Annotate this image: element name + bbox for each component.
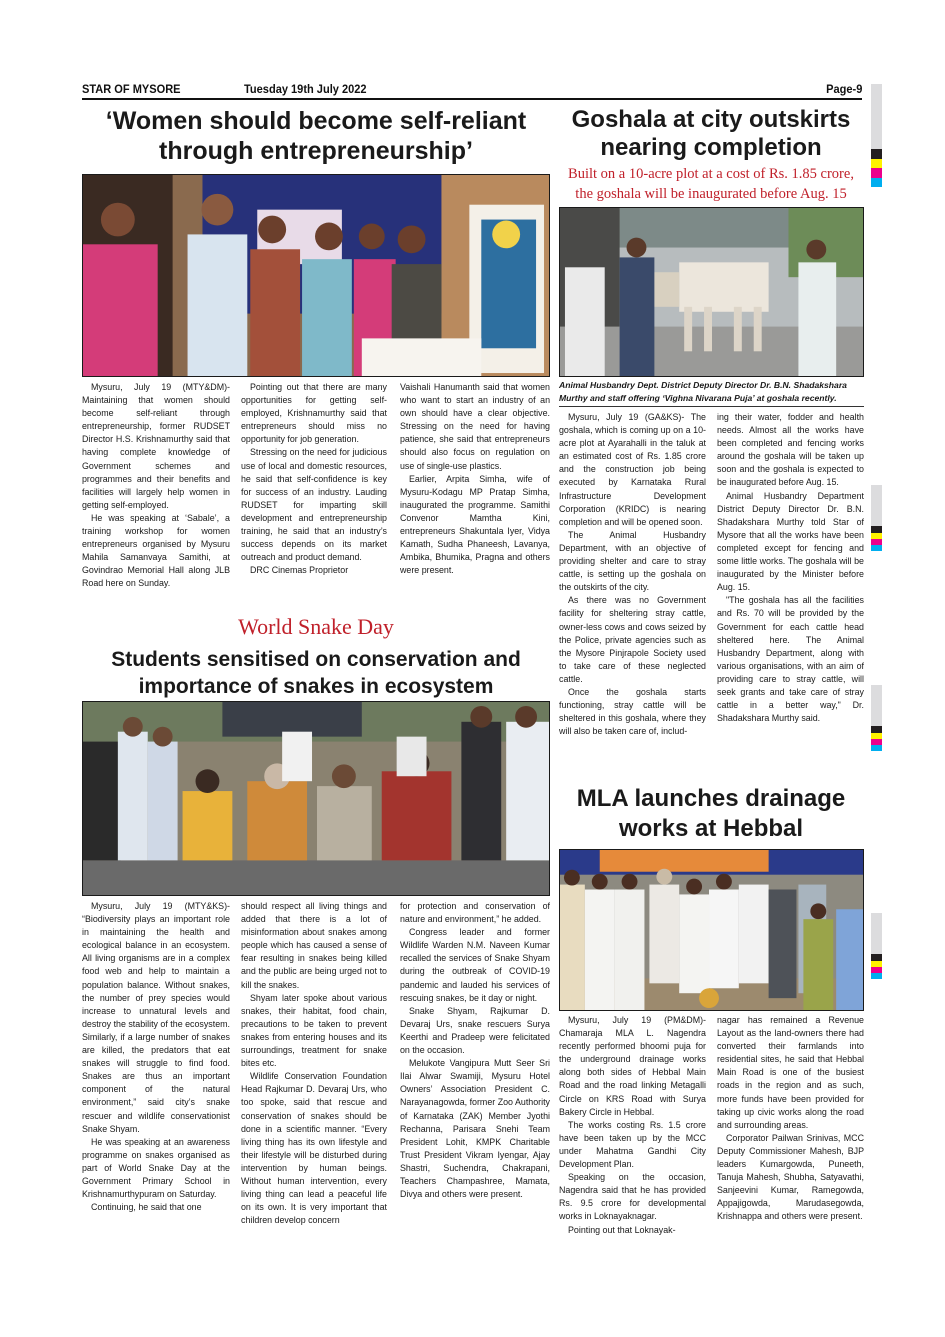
photo-goshala-puja: [559, 207, 864, 377]
article-mla-column-2: nagar has remained a Revenue Layout as the land-owners there had converted their farmlands into residential sites, he said that Hebbal Main Road is one of the busiest roads in the region and as such, more funds have been provided for taking up civic works along the road and surrounding areas. Corporator Pailwan Srinivas, MCC Deputy Commissioner Mahesh, BJP leaders Kumargowda, Puneeth, Tanuja Mahesh, Shubha, Satyavathi, Sanjeevini Kumar, Ramegowda, Appajigowda, Marudasegowda, Krishnappa and others were present.: [717, 1015, 864, 1222]
registration-color-bar: [871, 685, 882, 751]
article-snake-column-2: should respect all living things and added that there is a lot of misinformation about snakes among people which has caused a sense of fear resulting in snakes being killed and the public are being urged not to kill the snakes. Shyam later spoke about various snakes, their habitat, food chain, precautions to be taken to prevent snakes from entering houses and its surroundings, treatment for snake bites etc. Wildlife Conservation Foundation Head Rajkumar D. Devaraj Urs, who too spoke, said that rescue and conservation of snakes should be done in a scientific manner. “Every living thing has its own lifestyle and their lifestyle will be disturbed during intervention by human beings. Without human intervention, every living thing can lead a peaceful life on its own. It is very important that children develop concern: [241, 901, 387, 1226]
registration-color-bar: [871, 485, 882, 551]
masthead-rule: [82, 98, 862, 100]
article-women-column-2: Pointing out that there are many opportunities for getting self-employed, Krishnamurthy said that entrepreneurs should miss no opportunity for job generation. Stressing on the need for judicious use of local and domestic resources, he said that self-confidence is key for success of an industry. Lauding RUDSET for imparting skill development and entrepreneurship training, he said that an industry’s success depends on its market outreach and product demand. DRC Cinemas Proprietor: [241, 382, 387, 576]
article-snake-column-3: for protection and conservation of nature and environment,” he added. Congress leader and former Wildlife Warden N.M. Naveen Kumar recalled the services of Snake Shyam during the outbreak of COVID-19 pandemic and lauded his services of rescuing snakes, be it day or night. Snake Shyam, Rajkumar D. Devaraj Urs, snake rescuers Surya Keerthi and Pradeep were felicitated on the occasion. Melukote Vangipura Mutt Seer Sri Ilai Alwar Swamiji, Mysuru Hotel Owners’ Association President C. Narayanagowda, former Zoo Authority of Karnataka (ZAK) Member Jyothi Rechanna, Parisara Snehi Team President Lohit, KMPK Charitable Trust President Vikram Iyengar, Ajay Shastri, Suchendra, Chakrapani, Teachers Champashree, Mamata, Divya and others were present.: [400, 901, 550, 1200]
article-snake-column-1: Mysuru, July 19 (MTY&KS)- “Biodiversity plays an important role in maintaining the health and ecological balance in an ecosystem. All living organisms are in a complex food web and help to maintain a population balance. Without snakes, the number of prey species would increase to unnatural levels and destroy the stability of the ecosystem. Similarly, if a large number of snakes are killed, the predators that eat snakes will struggle to find food. Snakes are thus an important component of the natural environment,” said city’s snake rescuer and wildlife conservationist Snake Shyam. He was speaking at an awareness programme on snakes organised as part of World Snake Day at the Government Primary School in Krishnamurthypuram on Saturday. Continuing, he said that one: [82, 901, 230, 1213]
snake-day-kicker: World Snake Day: [238, 614, 394, 639]
photo-mla-bhoomi-puja: [559, 849, 864, 1011]
headline-women: ‘Women should become self-reliant through entrepreneurship’: [105, 107, 527, 165]
goshala-photo-caption: Animal Husbandry Dept. District Deputy Director Dr. B.N. Shadakshara Murthy and staff offering ‘Vighna Nivarana Puja’ at goshala recently.: [559, 379, 864, 407]
article-goshala-column-1: Mysuru, July 19 (GA&KS)- The goshala, which is coming up on a 10-acre plot at Ayarahalli in the taluk at an estimated cost of Rs. 1.85 crore and the construction job being executed by Karnataka Rural Infrastructure Development Corporation (KRIDC) is nearing completion and will be opened soon. The Animal Husbandry Department, with an objective of providing shelter and care to stray cattle, is setting up the goshala on the outskirts of the city. As there was no Government facility for sheltering stray cattle, owner-less cows and cows seized by the Police, private agencies such as the Mysore Pinjrapole Society used to take care of these neglected cattle. Once the goshala starts functioning, stray cattle will be sheltered in this goshala, where they will also be taken care of, includ-: [559, 412, 706, 737]
article-goshala-column-2: ing their water, fodder and health needs. Almost all the works have been completed and fencing works around the goshala will be taken up soon and the goshala is expected to be inaugurated before Aug. 15. Animal Husbandry Department District Deputy Director Dr. B.N. Shadakshara Murthy told Star of Mysore that all the works have been completed except for fencing and some little works. The goshala will be inaugurated by the Minister before Aug. 15. "The goshala has all the facilities and Rs. 70 will be provided by the Government for each cattle head sheltered here. The Animal Husbandry Department, along with various organisations, with an aim of providing care to stray cattle, will seek grants and take care of stray cattle in a better way," Dr. Shadakshara Murthy said.: [717, 412, 864, 724]
headline-goshala: Goshala at city outskirts nearing completion: [571, 106, 851, 161]
goshala-subheading: Built on a 10-acre plot at a cost of Rs. 1.85 crore, the goshala will be inaugurated before Aug. 15: [568, 166, 854, 202]
article-mla-column-1: Mysuru, July 19 (PM&DM)- Chamaraja MLA L. Nagendra recently performed bhoomi puja for the underground drainage works along both sides of Hebbal Main Road and the road linking Metagalli Circle on KRS Road with Surya Bakery Circle in Hebbal. The works costing Rs. 1.5 crore have been taken up by the MCC under Mahatma Gandhi City Development Plan. Speaking on the occasion, Nagendra said that he has provided Rs. 9.5 crore for developmental works in Loknayaknagar. Pointing out that Loknayak-: [559, 1015, 706, 1235]
photo-snake-day-group: [82, 701, 550, 896]
registration-color-bar: [871, 913, 882, 979]
paper-name: STAR OF MYSORE: [82, 82, 181, 96]
headline-snake: Students sensitised on conservation and importance of snakes in ecosystem: [111, 648, 521, 698]
registration-color-bar: [871, 84, 882, 187]
page-number: Page-9: [825, 82, 862, 96]
photo-women-workshop: [82, 174, 550, 377]
article-women-column-1: Mysuru, July 19 (MTY&DM)- Maintaining that women should become self-reliant through entrepreneurship, former RUDSET Director H.S. Krishnamurthy said that having complete knowledge of Government schemes and programmes and their benefits and facilities will largely help women in getting self-employed. He was speaking at ‘Sabale’, a training workshop for women entrepreneurs organised by Mysuru Mahila Samanvaya Samithi, at Govindrao Memorial Hall along JLB Road here on Sunday.: [82, 382, 230, 589]
issue-date: Tuesday 19th July 2022: [244, 82, 367, 96]
headline-mla: MLA launches drainage works at Hebbal: [576, 785, 846, 842]
article-women-column-3: Vaishali Hanumanth said that women who want to start an industry of an own should have a clear objective. Stressing on the need for having patience, she said that entrepreneurs should also focus on regulation on use of single-use plastics. Earlier, Arpita Simha, wife of Mysuru-Kodagu MP Pratap Simha, inaugurated the programme. Samithi Convenor Mamtha Kini, entrepreneurs Shakuntala Iyer, Vidya Kamath, Sudha Phaneesh, Lavanya, Ambika, Bhumika, Pragna and others were present.: [400, 382, 550, 576]
masthead: [82, 80, 862, 100]
